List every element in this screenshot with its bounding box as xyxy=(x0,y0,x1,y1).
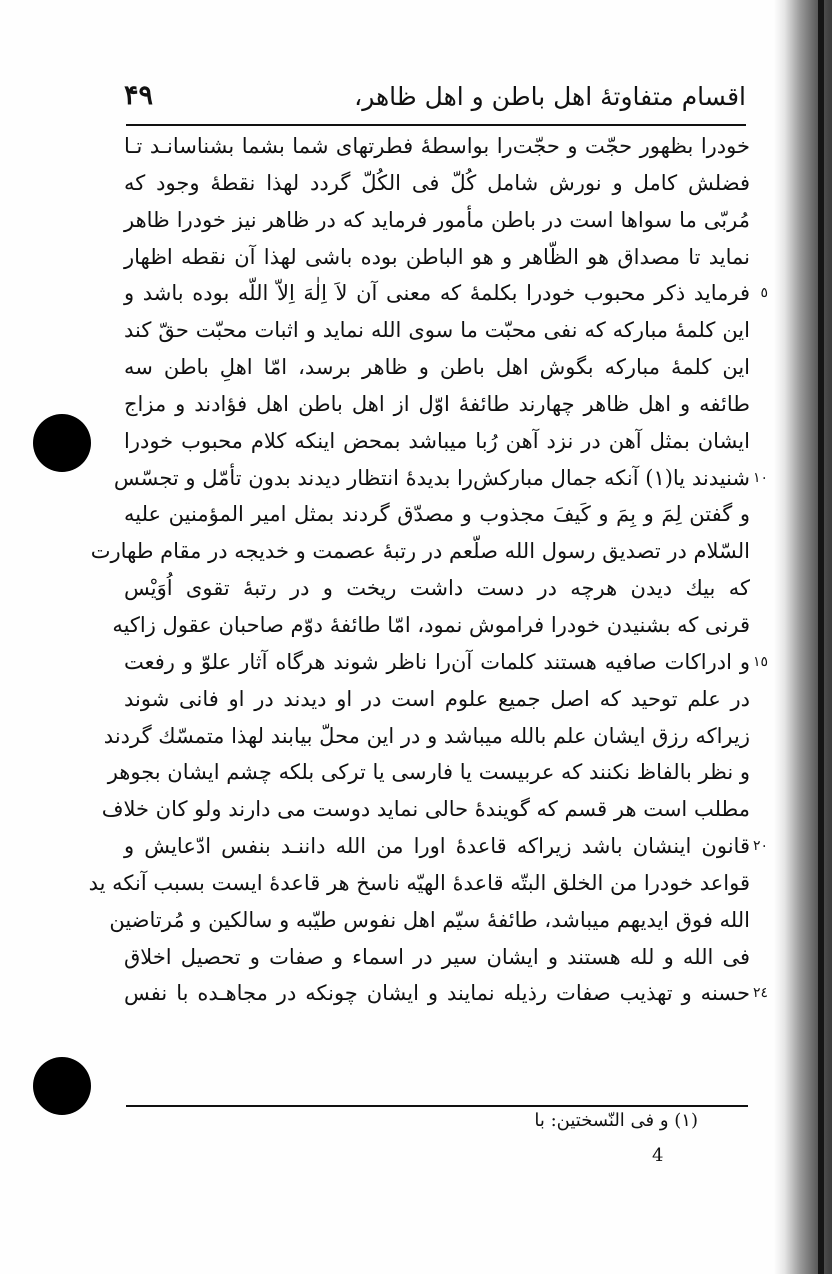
footnote: (۱) و فی النّسختین: با xyxy=(534,1110,698,1131)
text-line: خودرا بظهور حجّت و حجّت‌را بواسطهٔ فطرتهای شما بشما بشناسانـد تـا xyxy=(124,134,750,158)
line-number-marker: ٢٠ xyxy=(752,838,768,855)
text-line: ٥ فرماید ذکر محبوب خودرا بکلمهٔ که معنی آن لاَ اِلٰهَ اِلاّ اللّه بوده باشد و xyxy=(124,275,750,312)
scan-dark-edge xyxy=(774,0,832,1274)
text-line: این کلمهٔ مبارکه که نفی محبّت ما سوی الله نماید و اثبات محبّت حقّ کند xyxy=(124,318,750,343)
header-rule xyxy=(126,124,746,126)
text-line: طائفه و اهل ظاهر چهارند طائفهٔ اوّل از اهل باطن اهل فؤادند و مزاج xyxy=(124,391,750,416)
binder-hole-top xyxy=(33,414,91,472)
binder-hole-bottom xyxy=(33,1057,91,1115)
text-line: نماید تا مصداق هو الظّاهر و هو الباطن بوده باشی لهذا آن نقطه اظهار xyxy=(124,244,750,269)
text-line: ٢٠ قانون اینشان باشد زیراکه قاعدهٔ اورا من الله داننـد بنفس ادّعایش و xyxy=(124,828,750,865)
text-line: مطلب است هر قسم که گویندهٔ حالی نماید دوست می دارند ولو کان خلاف xyxy=(101,797,750,822)
line-number-marker: ٢٤ xyxy=(752,985,768,1002)
text-line: ١٠ شنیدند یا(۱) آنکه جمال مبارکش‌را بدیدهٔ انتظار دیدند بدون تأمّل و تجسّس xyxy=(124,460,750,497)
text-line: و نظر بالفاظ نکنند که عربیست یا فارسی یا ترکی بلکه چشم ایشان بجوهر xyxy=(107,760,750,785)
text-line: در علم توحید که اصل جمیع علوم است در او دیدند در او فانی شوند xyxy=(124,686,751,711)
text-line: زیراکه رزق ایشان علم بالله میباشد و در این محلّ بیابند لهذا متمسّك گردند xyxy=(103,723,750,748)
text-line: ٢٤ حسنه و تهذیب صفات رذیله نمایند و ایشان چونکه در مجاهـده با نفس xyxy=(124,975,750,1012)
text-line: السّلام در تصدیق رسول الله صلّعم در رتبهٔ عصمت و خدیجه در مقام طهارت xyxy=(90,539,750,564)
text-line: قرنی که بشنیدن خودرا فراموش نمود، امّا طائفهٔ دوّم صاحبان عقول زاکیه xyxy=(112,612,750,637)
text-line: مُربّی ما سواها است در باطن مأمور فرماید که در ظاهر نیز خودرا ظاهر xyxy=(124,207,750,232)
signature-mark: 4 xyxy=(652,1145,664,1166)
line-number-marker: ١٥ xyxy=(752,653,768,670)
footnote-rule xyxy=(126,1105,748,1107)
line-number-marker: ٥ xyxy=(760,285,768,302)
text-line: فضلش کامل و نورش شامل کُلّ فی الکُلّ گردد لهذا نقطهٔ وجود که xyxy=(124,170,750,195)
text-line: این کلمهٔ مبارکه بگوش اهل باطن و ظاهر برسد، امّا اهلِ باطن سه xyxy=(124,355,750,380)
text-line: ایشان بمثل آهن در نزد آهن رُبا میباشد بمحض اینکه کلام محبوب خودرا xyxy=(124,428,750,453)
scan-edge-streak xyxy=(818,0,824,1274)
text-line: که بیك دیدن هرچه در دست داشت ریخت و در رتبهٔ تقوی اُوَیْس xyxy=(124,576,750,601)
running-title: اقسام متفاوتهٔ اهل باطن و اهل ظاهر، xyxy=(354,82,746,111)
text-line: قواعد خودرا من الخلق البتّه قاعدهٔ الهیّه ناسخ هر قاعدهٔ ایست بسبب آنکه ید xyxy=(88,870,750,895)
text-line: فی الله و لله هستند و ایشان سیر در اسماء و صفات و تحصیل اخلاق xyxy=(124,944,750,969)
page-number: ۴۹ xyxy=(124,80,154,111)
text-line: و گفتن لِمَ و بِمَ و کَیفَ مجذوب و مصدّق گردند بمثل امیر المؤمنین علیه xyxy=(124,502,750,527)
text-line: الله فوق ایدیهم میباشد، طائفهٔ سیّم اهل نفوس طیّبه و سالکین و مُرتاضین xyxy=(109,907,750,932)
text-line: ١٥ و ادراکات صافیه هستند کلمات آن‌را ناظر شوند هرگاه آثار علوّ و رفعت xyxy=(124,644,750,681)
line-number-marker: ١٠ xyxy=(752,469,768,486)
page-header xyxy=(124,78,746,118)
body-text xyxy=(88,128,768,1012)
